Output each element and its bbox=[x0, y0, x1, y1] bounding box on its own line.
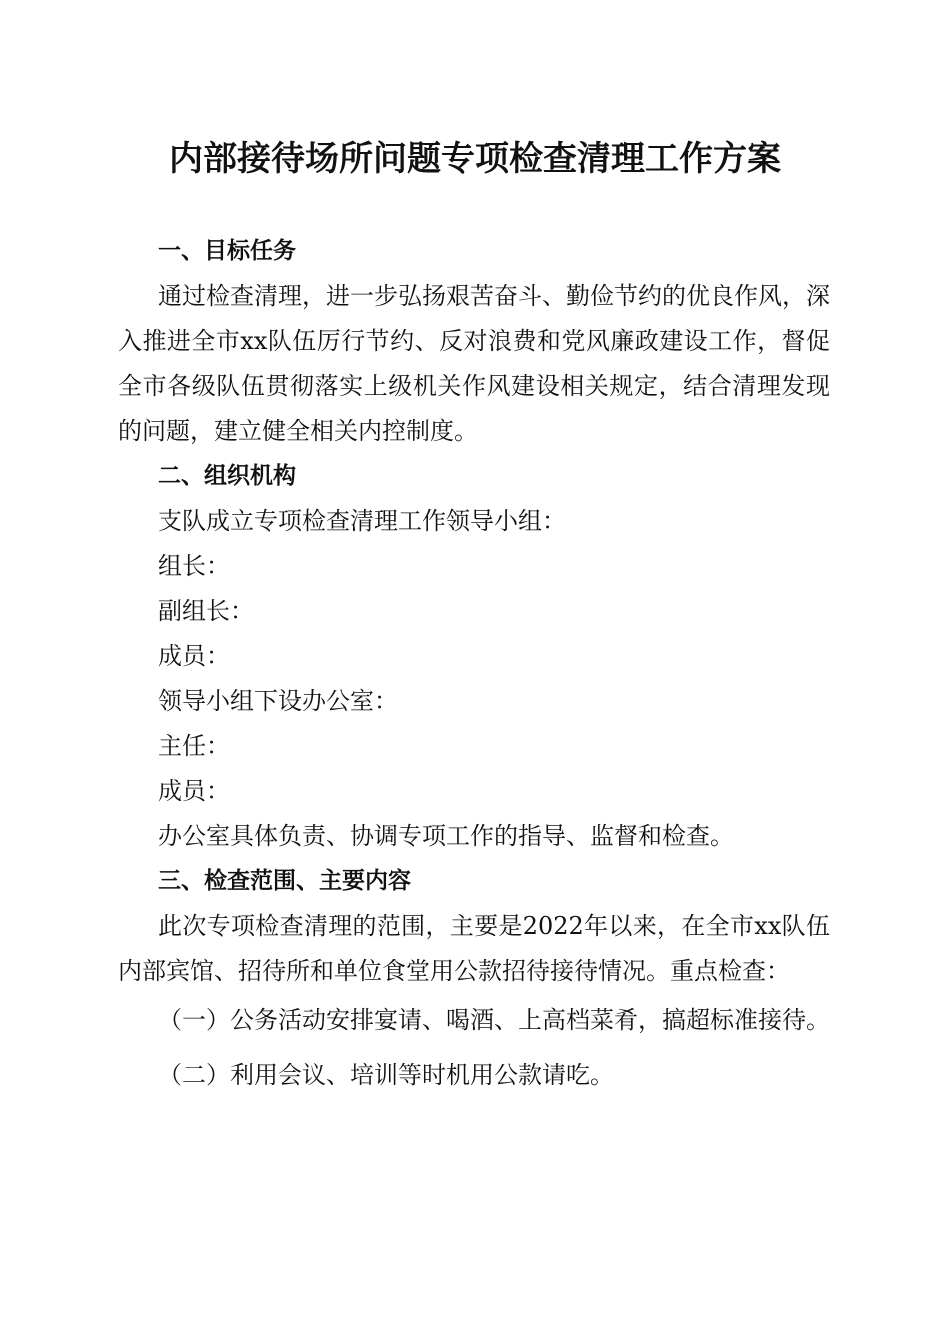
scope-item-1: （一）公务活动安排宴请、喝酒、上高档菜肴，搞超标准接待。 bbox=[158, 1006, 830, 1034]
org-line-director: 主任： bbox=[158, 732, 230, 760]
org-line-leading-group: 支队成立专项检查清理工作领导小组： bbox=[158, 507, 566, 535]
section-heading-goals: 一、目标任务 bbox=[158, 238, 296, 264]
org-line-office: 领导小组下设办公室： bbox=[158, 687, 398, 715]
section-heading-scope: 三、检查范围、主要内容 bbox=[158, 868, 411, 894]
paragraph-goals: 通过检查清理，进一步弘扬艰苦奋斗、勤俭节约的优良作风，深入推进全市xx队伍厉行节约、反对浪费和党风廉政建设工作，督促全市各级队伍贯彻落实上级机关作风建设相关规定，结合清理发现的问题，建立健全相关内控制度。 bbox=[118, 282, 830, 445]
document-title: 内部接待场所问题专项检查清理工作方案 bbox=[169, 139, 781, 179]
document-body bbox=[118, 229, 830, 1098]
scope-item-2: （二）利用会议、培训等时机用公款请吃。 bbox=[158, 1061, 614, 1089]
org-line-members: 成员： bbox=[158, 642, 230, 670]
paragraph-scope: 此次专项检查清理的范围，主要是2022年以来，在全市xx队伍内部宾馆、招待所和单位食堂用公款招待接待情况。重点检查： bbox=[118, 912, 830, 985]
org-line-office-members: 成员： bbox=[158, 777, 230, 805]
org-line-leader: 组长： bbox=[158, 552, 230, 580]
org-line-office-duty: 办公室具体负责、协调专项工作的指导、监督和检查。 bbox=[158, 822, 734, 850]
section-heading-organization: 二、组织机构 bbox=[158, 463, 296, 489]
org-line-deputy-leader: 副组长： bbox=[158, 597, 254, 625]
